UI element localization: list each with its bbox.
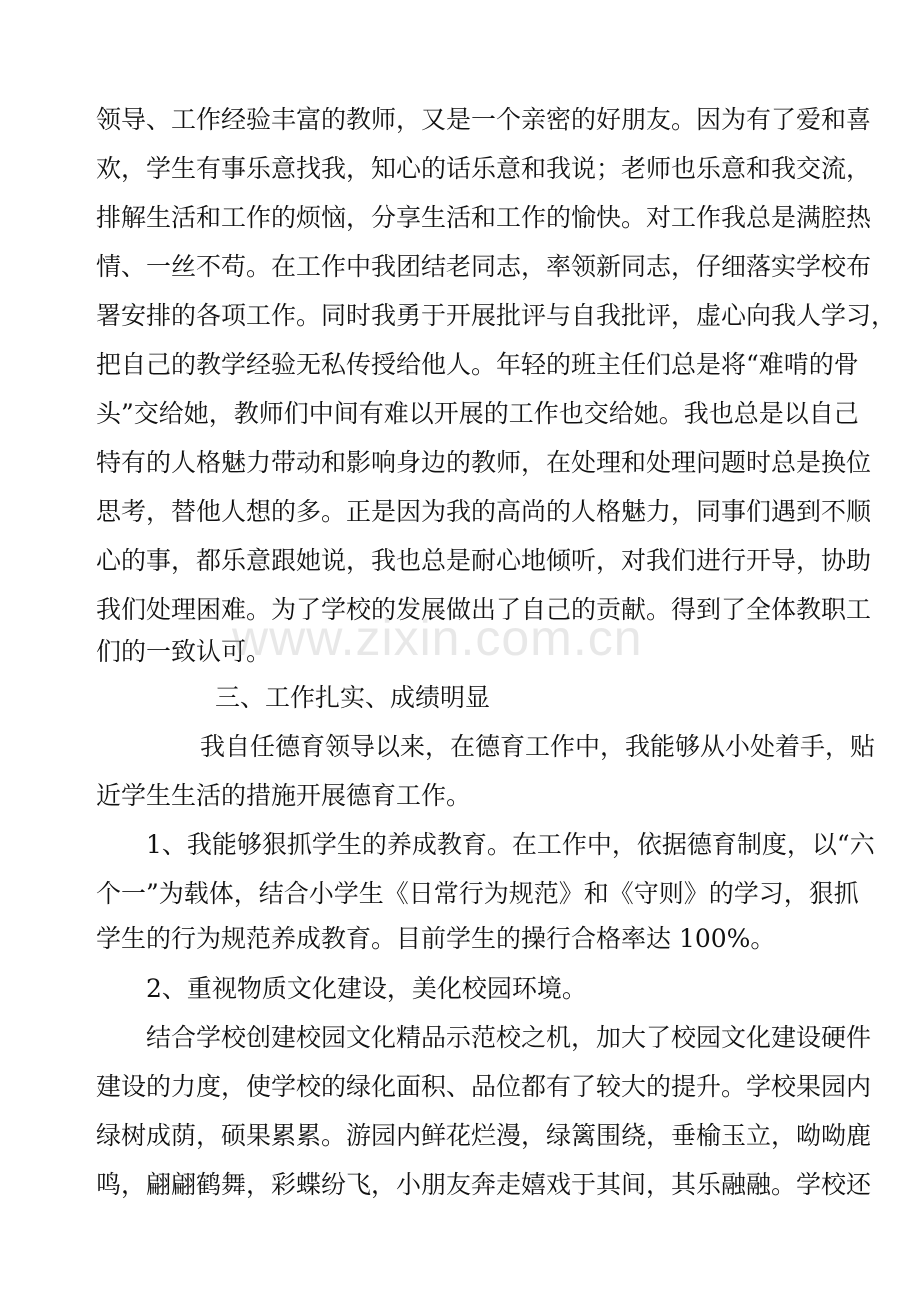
paragraph-line: 心的事，都乐意跟她说，我也总是耐心地倾听，对我们进行开导，协助: [96, 546, 872, 575]
section-heading: 三、工作扎实、成绩明显: [215, 683, 491, 712]
paragraph-line: 思考，替他人想的多。正是因为我的高尚的人格魅力，同事们遇到不顺: [96, 497, 872, 526]
paragraph-line: 情、一丝不苟。在工作中我团结老同志，率领新同志，仔细落实学校布: [96, 252, 872, 281]
paragraph-line: 们的一致认可。: [96, 637, 272, 666]
paragraph-line: 绿树成荫，硕果累累。游园内鲜花烂漫，绿篱围绕，垂榆玉立，呦呦鹿: [96, 1121, 872, 1150]
paragraph-line: 欢，学生有事乐意找我，知心的话乐意和我说；老师也乐意和我交流，: [96, 154, 872, 183]
paragraph-line: 建设的力度，使学校的绿化面积、品位都有了较大的提升。学校果园内: [96, 1072, 872, 1101]
list-item-line: 学生的行为规范养成教育。目前学生的操行合格率达 100%。: [96, 924, 776, 953]
paragraph-line: 结合学校创建校园文化精品示范校之机，加大了校园文化建设硬件: [146, 1023, 872, 1052]
list-item-line: 2、重视物质文化建设，美化校园环境。: [146, 974, 587, 1003]
paragraph-line: 署安排的各项工作。同时我勇于开展批评与自我批评，虚心向我人学习，: [96, 301, 897, 330]
paragraph-line: 我自任德育领导以来，在德育工作中，我能够从小处着手，贴: [200, 732, 876, 761]
paragraph-line: 鸣，翩翩鹤舞，彩蝶纷飞，小朋友奔走嬉戏于其间，其乐融融。学校还: [96, 1170, 872, 1199]
paragraph-line: 把自己的教学经验无私传授给他人。年轻的班主任们总是将“难啃的骨: [96, 350, 859, 379]
paragraph-line: 近学生生活的措施开展德育工作。: [96, 781, 472, 810]
paragraph-line: 领导、工作经验丰富的教师，又是一个亲密的好朋友。因为有了爱和喜: [96, 105, 872, 134]
paragraph-line: 我们处理困难。为了学校的发展做出了自己的贡献。得到了全体教职工: [96, 595, 872, 624]
paragraph-line: 头”交给她，教师们中间有难以开展的工作也交给她。我也总是以自己: [96, 399, 859, 428]
paragraph-line: 排解生活和工作的烦恼，分享生活和工作的愉快。对工作我总是满腔热: [96, 203, 872, 232]
paragraph-line: 特有的人格魅力带动和影响身边的教师，在处理和处理问题时总是换位: [96, 448, 872, 477]
list-item-line: 个一”为载体，结合小学生《日常行为规范》和《守则》的学习，狠抓: [96, 879, 859, 908]
list-item-line: 1、我能够狠抓学生的养成教育。在工作中，依据德育制度，以“六: [146, 830, 875, 859]
watermark-text: www.zixin.com.cn: [232, 610, 643, 666]
